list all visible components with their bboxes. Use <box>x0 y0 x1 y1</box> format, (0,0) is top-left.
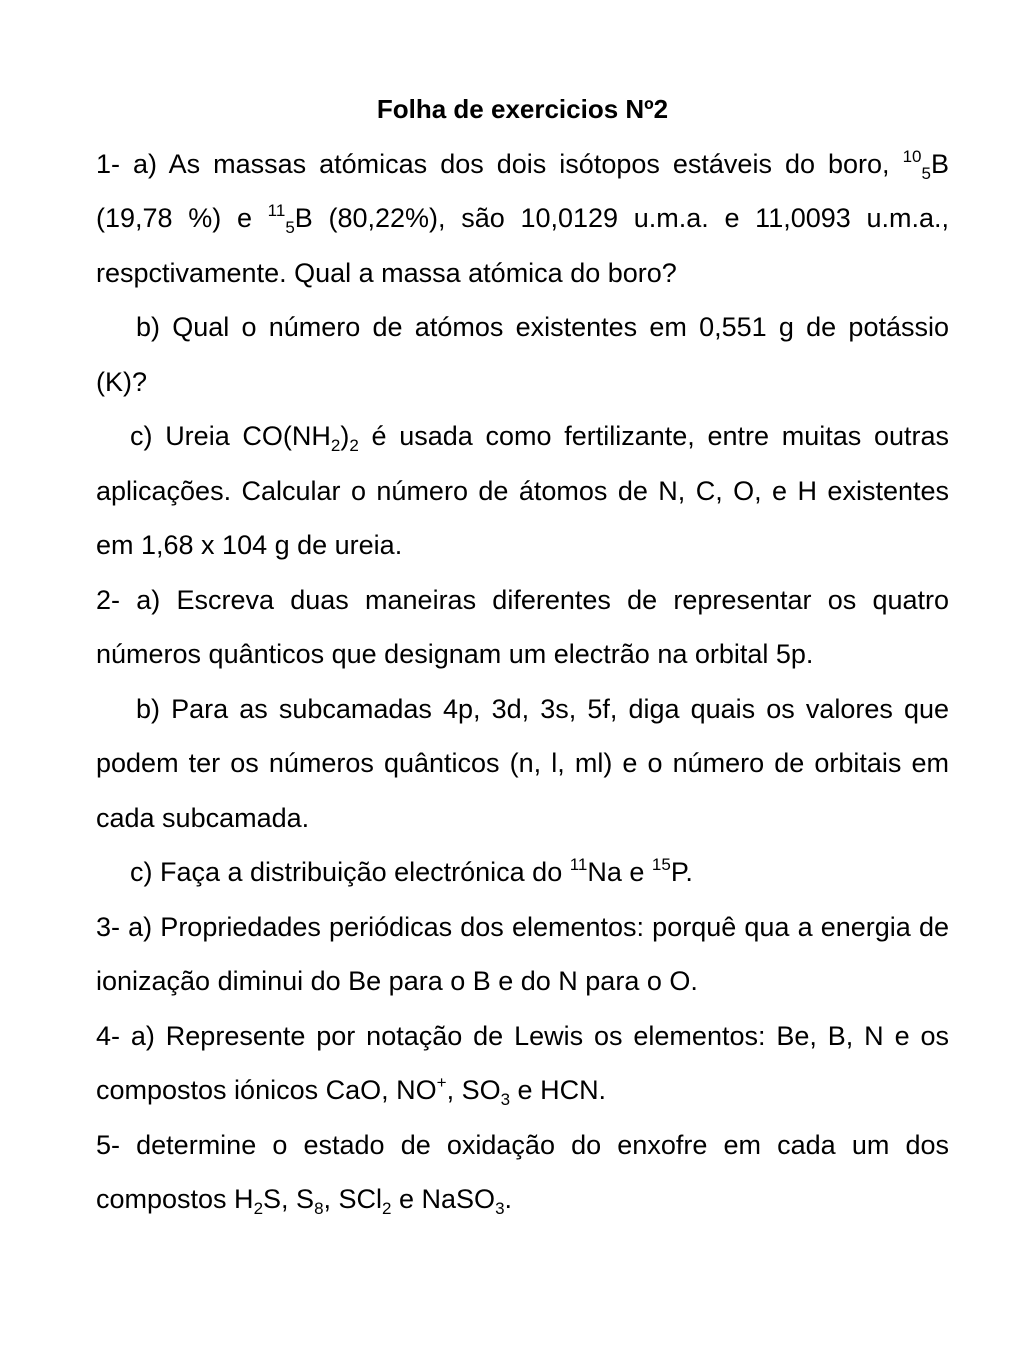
q5-text-3: , SCl <box>323 1184 383 1214</box>
q1c-sub-2: 2 <box>349 436 359 455</box>
q1c-text-2: ) <box>340 421 350 451</box>
q1a-sup-2: 11 <box>267 201 286 220</box>
q2c-text-2: Na e <box>587 857 652 887</box>
q4a-text-3: e HCN. <box>510 1075 607 1105</box>
q2c-text-1: c) Faça a distribuição electrónica do <box>130 857 570 887</box>
q1a-sub-1: 5 <box>921 163 931 183</box>
question-3a: 3- a) Propriedades periódicas dos elementos: porquê qua a energia de ionização diminui do Be para o B e do N para o O. <box>96 911 949 996</box>
q1a-sup-1: 10 <box>902 146 922 166</box>
document-page <box>96 82 949 1227</box>
q4a-sub-1: 3 <box>500 1090 511 1109</box>
q1a-text-3: B (80,22%), são 10,0129 u.m.a. e 11,0093 u.m.a., respctivamente. Qual a massa atómica do boro? <box>96 203 950 288</box>
question-2c <box>96 845 949 900</box>
q1a-text-1: 1- a) As massas atómicas dos dois isótopos estáveis do boro, <box>96 148 903 179</box>
q5-sub-2: 8 <box>314 1199 324 1218</box>
q5-text-4: e NaSO <box>391 1184 496 1214</box>
question-1c <box>96 409 949 573</box>
question-5 <box>96 1118 949 1227</box>
question-1b: b) Qual o número de atómos existentes em 0,551 g de potássio (K)? <box>96 312 949 397</box>
q1a-text-2: B (19,78 %) e <box>96 148 949 233</box>
question-2b: b) Para as subcamadas 4p, 3d, 3s, 5f, diga quais os valores que podem ter os números quânticos (n, l, ml) e o número de orbitais em cada subcamada. <box>96 693 949 833</box>
question-2a: 2- a) Escreva duas maneiras diferentes de representar os quatro números quânticos que designam um electrão na orbital 5p. <box>96 584 949 669</box>
q4a-text-2: , SO <box>446 1075 501 1105</box>
q5-sub-4: 3 <box>495 1199 505 1218</box>
question-1a <box>96 137 949 301</box>
q5-text-5: . <box>504 1184 513 1214</box>
q1c-sub-1: 2 <box>330 436 341 455</box>
q2c-sup-1: 11 <box>569 855 588 874</box>
q2c-text-3: P. <box>670 857 693 887</box>
document-title: Folha de exercicios Nº2 <box>376 94 669 124</box>
q5-sub-1: 2 <box>253 1199 264 1218</box>
q5-text-1: 5- determine o estado de oxidação do enxofre em cada um dos compostos H <box>96 1129 949 1214</box>
q1a-sub-2: 5 <box>285 218 295 237</box>
q5-sub-3: 2 <box>382 1199 392 1218</box>
q1c-text-1: c) Ureia CO(NH <box>130 421 331 451</box>
q2c-sup-2: 15 <box>651 855 671 874</box>
q4a-text-1: 4- a) Represente por notação de Lewis os elementos: Be, B, N e os compostos iónicos CaO, NO <box>96 1020 949 1105</box>
question-4a <box>96 1009 949 1118</box>
q1c-text-3: é usada como fertilizante, entre muitas outras aplicações. Calcular o número de átomos de N, C, O, e H existentes em 1,68 x 104 g de ureia. <box>96 421 949 560</box>
q5-text-2: S, S <box>263 1184 315 1214</box>
q4a-sup-1: + <box>436 1073 447 1092</box>
